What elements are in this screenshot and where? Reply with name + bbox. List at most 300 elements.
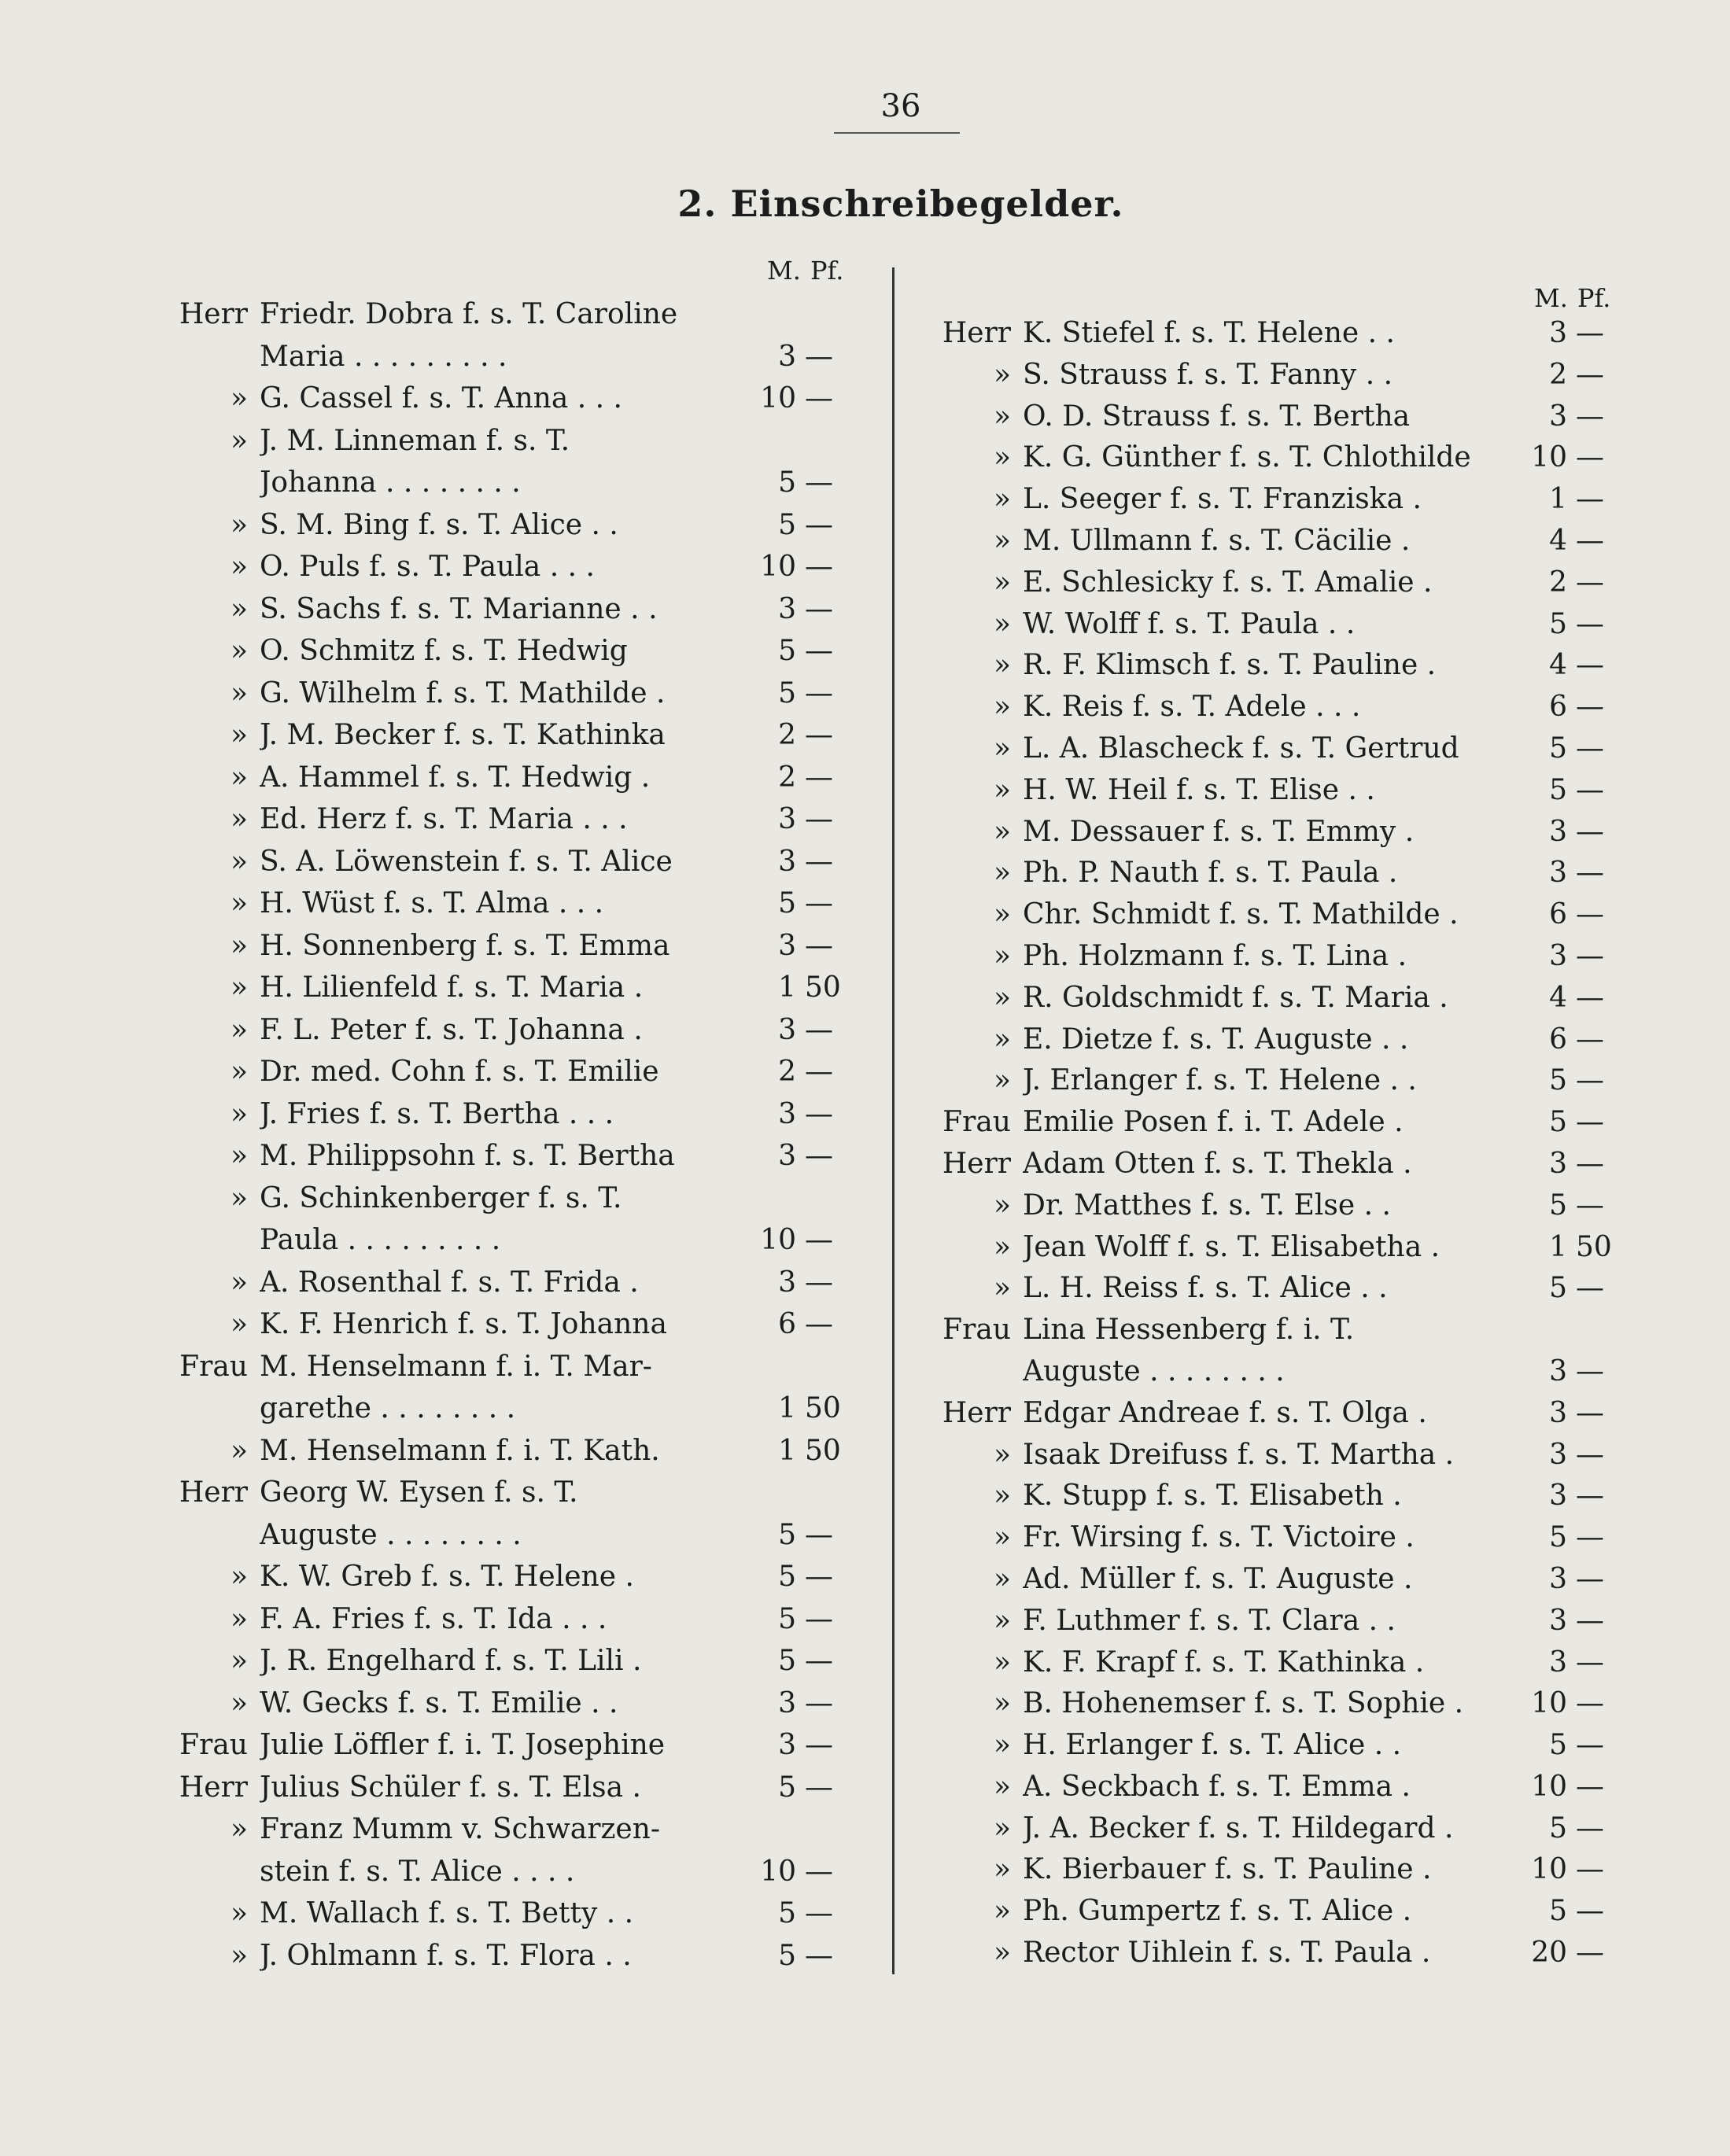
entry-name: Ph. P. Nauth f. s. T. Paula . <box>1023 857 1398 890</box>
entry-pfennig: — <box>805 340 833 373</box>
entry-marks: 10 <box>1531 1687 1567 1720</box>
entry-marks: 3 <box>778 803 796 835</box>
entry-prefix: » <box>230 1897 248 1929</box>
entry-marks: 3 <box>778 1729 796 1761</box>
list-item <box>153 588 861 631</box>
entry-marks: 5 <box>778 1897 796 1929</box>
entry-marks: 3 <box>778 845 796 878</box>
entry-pfennig: 50 <box>805 1392 841 1424</box>
list-item <box>924 1476 1632 1517</box>
entry-prefix: Frau <box>942 1314 1011 1347</box>
list-item <box>153 967 861 1009</box>
entry-name: K. Reis f. s. T. Adele . . . <box>1023 691 1361 724</box>
right-column-header <box>924 275 1632 313</box>
entry-prefix: » <box>230 1097 248 1130</box>
entry-prefix: » <box>993 773 1011 806</box>
entry-prefix: » <box>230 1181 248 1214</box>
entry-name: A. Rosenthal f. s. T. Frida . <box>260 1266 639 1299</box>
entry-marks: 5 <box>778 887 796 920</box>
entry-name: K. F. Henrich f. s. T. Johanna <box>260 1308 667 1340</box>
list-item <box>153 1135 861 1178</box>
list-item <box>153 293 861 336</box>
entry-name: H. Lilienfeld f. s. T. Maria . <box>260 971 644 1004</box>
entry-name: Rector Uihlein f. s. T. Paula . <box>1023 1937 1431 1970</box>
entry-name: Georg W. Eysen f. s. T. <box>260 1476 578 1509</box>
entry-marks: 5 <box>1549 1272 1567 1305</box>
entry-prefix: » <box>993 566 1011 599</box>
list-item <box>153 1178 861 1220</box>
list-item <box>924 978 1632 1019</box>
list-item <box>153 925 861 967</box>
entry-prefix: Frau <box>942 1106 1011 1139</box>
entry-name: M. Philippsohn f. s. T. Bertha <box>260 1140 675 1172</box>
entry-pfennig: — <box>1576 773 1604 806</box>
list-item <box>924 770 1632 812</box>
list-item <box>153 1219 861 1262</box>
entry-name: Ph. Gumpertz f. s. T. Alice . <box>1023 1895 1412 1928</box>
list-item <box>924 1767 1632 1808</box>
entry-pfennig: — <box>1576 898 1604 931</box>
entry-marks: 10 <box>1531 1770 1567 1803</box>
list-item <box>153 1303 861 1346</box>
entry-marks: 5 <box>778 466 796 499</box>
list-item <box>924 812 1632 853</box>
entry-prefix: » <box>230 845 248 878</box>
list-item <box>153 1935 861 1977</box>
list-item <box>153 1640 861 1682</box>
entry-name: R. Goldschmidt f. s. T. Maria . <box>1023 981 1448 1014</box>
entry-marks: 3 <box>1549 815 1567 848</box>
entry-name: Ad. Müller f. s. T. Auguste . <box>1023 1562 1413 1595</box>
entry-prefix: Herr <box>179 1771 248 1804</box>
entry-prefix: » <box>230 508 248 541</box>
list-item <box>924 687 1632 728</box>
entry-name: K. F. Krapf f. s. T. Kathinka . <box>1023 1646 1425 1679</box>
list-item <box>153 1051 861 1093</box>
entry-name: J. Erlanger f. s. T. Helene . . <box>1023 1064 1417 1097</box>
list-item <box>153 1262 861 1304</box>
entry-name: Friedr. Dobra f. s. T. Caroline <box>260 298 678 330</box>
entry-marks: 3 <box>1549 1480 1567 1513</box>
entry-pfennig: — <box>805 929 833 962</box>
marks-header: M. <box>1534 283 1568 313</box>
entry-name: W. Gecks f. s. T. Emilie . . <box>260 1686 618 1719</box>
entry-pfennig: — <box>805 466 833 499</box>
entry-marks: 5 <box>1549 1189 1567 1222</box>
entry-name: Maria . . . . . . . . . <box>260 340 507 373</box>
entry-marks: 5 <box>778 1645 796 1677</box>
entry-prefix: » <box>993 898 1011 931</box>
list-item <box>153 378 861 420</box>
entry-name: Emilie Posen f. i. T. Adele . <box>1023 1106 1404 1139</box>
entry-prefix: » <box>993 1687 1011 1720</box>
entry-pfennig: — <box>1576 1189 1604 1222</box>
entry-prefix: » <box>993 441 1011 474</box>
entry-name: M. Dessauer f. s. T. Emmy . <box>1023 815 1415 848</box>
entry-name: L. A. Blascheck f. s. T. Gertrud <box>1023 732 1459 765</box>
entry-name: K. Stiefel f. s. T. Helene . . <box>1023 317 1395 349</box>
entry-marks: 5 <box>778 1771 796 1804</box>
list-item <box>153 1767 861 1809</box>
entry-prefix: » <box>993 1272 1011 1305</box>
list-item <box>153 714 861 757</box>
list-item <box>153 504 861 547</box>
list-item <box>924 1891 1632 1933</box>
list-item <box>153 673 861 715</box>
list-item <box>924 396 1632 438</box>
entry-name: K. W. Greb f. s. T. Helene . <box>260 1561 634 1593</box>
entry-prefix: » <box>230 676 248 709</box>
entry-pfennig: — <box>1576 317 1604 349</box>
entry-pfennig: — <box>805 1266 833 1299</box>
list-item <box>153 1388 861 1430</box>
entry-prefix: Herr <box>179 298 248 330</box>
entry-pfennig: — <box>1576 524 1604 557</box>
entry-prefix: » <box>230 424 248 457</box>
entry-marks: 3 <box>778 1266 796 1299</box>
entry-name: J. Fries f. s. T. Bertha . . . <box>260 1097 614 1130</box>
list-item <box>153 462 861 504</box>
entry-name: W. Wolff f. s. T. Paula . . <box>1023 607 1356 640</box>
entry-prefix: » <box>993 939 1011 972</box>
list-item <box>924 1393 1632 1435</box>
list-item <box>924 1351 1632 1393</box>
entry-marks: 3 <box>778 1013 796 1046</box>
entry-pfennig: — <box>1576 1562 1604 1595</box>
section-title: 2. Einschreibegelder. <box>677 182 1124 225</box>
list-item <box>924 1019 1632 1061</box>
entry-prefix: » <box>230 971 248 1004</box>
entry-pfennig: — <box>1576 1521 1604 1554</box>
entry-marks: 2 <box>1549 566 1567 599</box>
entry-pfennig: — <box>805 382 833 415</box>
list-item <box>924 1642 1632 1684</box>
entry-pfennig: — <box>1576 939 1604 972</box>
entry-pfennig: — <box>1576 857 1604 890</box>
entry-pfennig: — <box>805 887 833 920</box>
entry-prefix: » <box>993 1562 1011 1595</box>
entry-marks: 1 <box>778 1392 796 1424</box>
entry-name: Lina Hessenberg f. i. T. <box>1023 1314 1355 1347</box>
entry-pfennig: — <box>805 1729 833 1761</box>
entry-marks: 3 <box>778 1140 796 1172</box>
entry-name: J. Ohlmann f. s. T. Flora . . <box>260 1939 632 1972</box>
page-number-ornament <box>834 132 960 134</box>
entry-pfennig: — <box>805 845 833 878</box>
entry-name: M. Henselmann f. i. T. Mar- <box>260 1350 652 1383</box>
entry-marks: 3 <box>1549 939 1567 972</box>
entry-marks: 6 <box>1549 898 1567 931</box>
entry-pfennig: — <box>1576 1937 1604 1970</box>
list-item <box>924 894 1632 936</box>
entry-prefix: » <box>993 1853 1011 1886</box>
list-item <box>924 1227 1632 1269</box>
entry-pfennig: — <box>805 1771 833 1804</box>
entry-prefix: » <box>993 732 1011 765</box>
entry-name: K. Bierbauer f. s. T. Pauline . <box>1023 1853 1432 1886</box>
entry-marks: 5 <box>778 635 796 667</box>
entry-pfennig: — <box>805 1518 833 1551</box>
entry-pfennig: — <box>805 1939 833 1972</box>
entry-prefix: » <box>993 1770 1011 1803</box>
entry-name: A. Seckbach f. s. T. Emma . <box>1023 1770 1411 1803</box>
entry-prefix: » <box>230 761 248 794</box>
entry-pfennig: — <box>1576 1354 1604 1388</box>
list-item <box>153 1514 861 1557</box>
entry-prefix: » <box>993 691 1011 724</box>
entry-marks: 3 <box>1549 1604 1567 1637</box>
entry-marks: 3 <box>1549 317 1567 349</box>
list-item <box>924 1933 1632 1974</box>
entry-name: Julie Löffler f. i. T. Josephine <box>260 1729 666 1761</box>
list-item <box>153 1892 861 1935</box>
entry-prefix: » <box>230 1308 248 1340</box>
entry-marks: 2 <box>778 1056 796 1088</box>
entry-name: A. Hammel f. s. T. Hedwig . <box>260 761 651 794</box>
entry-prefix: » <box>993 524 1011 557</box>
entry-pfennig: — <box>1576 1646 1604 1679</box>
list-item <box>153 1724 861 1767</box>
entry-pfennig: — <box>805 1897 833 1929</box>
left-column-header <box>153 256 861 293</box>
entry-name: E. Schlesicky f. s. T. Amalie . <box>1023 566 1433 599</box>
entry-name: Auguste . . . . . . . . <box>1023 1354 1285 1388</box>
entry-name: Adam Otten f. s. T. Thekla . <box>1023 1147 1412 1180</box>
entry-name: K. G. Günther f. s. T. Chlothilde <box>1023 441 1471 474</box>
entry-name: Isaak Dreifuss f. s. T. Martha . <box>1023 1438 1455 1471</box>
entry-marks: 10 <box>760 382 796 415</box>
entry-prefix: » <box>993 815 1011 848</box>
entry-name: H. W. Heil f. s. T. Elise . . <box>1023 773 1375 806</box>
entry-pfennig: — <box>1576 649 1604 682</box>
right-entries <box>924 313 1632 1974</box>
entry-name: Auguste . . . . . . . . <box>260 1518 522 1551</box>
entry-name: H. Erlanger f. s. T. Alice . . <box>1023 1729 1402 1762</box>
entry-prefix: Frau <box>179 1350 248 1383</box>
entry-name: O. D. Strauss f. s. T. Bertha <box>1023 400 1411 433</box>
entry-name: S. Sachs f. s. T. Marianne . . <box>260 592 658 625</box>
entry-name: Ph. Holzmann f. s. T. Lina . <box>1023 939 1407 972</box>
entry-marks: 5 <box>778 1561 796 1593</box>
list-item <box>153 798 861 841</box>
entry-name: Jean Wolff f. s. T. Elisabetha . <box>1023 1230 1440 1263</box>
entry-marks: 10 <box>1531 1853 1567 1886</box>
list-item <box>153 1682 861 1725</box>
list-item <box>153 1346 861 1388</box>
entry-marks: 10 <box>1531 441 1567 474</box>
entry-pfennig: — <box>805 1602 833 1635</box>
entry-marks: 3 <box>1549 1562 1567 1595</box>
entry-prefix: » <box>993 1895 1011 1928</box>
entry-name: Julius Schüler f. s. T. Elsa . <box>260 1771 641 1804</box>
entry-pfennig: — <box>1576 981 1604 1014</box>
list-item <box>924 1725 1632 1767</box>
entry-marks: 1 <box>778 971 796 1004</box>
list-item <box>153 1598 861 1641</box>
entry-pfennig: — <box>1576 1064 1604 1097</box>
entry-name: S. A. Löwenstein f. s. T. Alice <box>260 845 673 878</box>
entry-name: J. M. Becker f. s. T. Kathinka <box>260 719 666 751</box>
left-column <box>153 256 861 1977</box>
entry-marks: 6 <box>1549 691 1567 724</box>
entry-marks: 2 <box>778 761 796 794</box>
entry-pfennig: — <box>805 592 833 625</box>
entry-prefix: » <box>993 1189 1011 1222</box>
entry-name: R. F. Klimsch f. s. T. Pauline . <box>1023 649 1437 682</box>
entry-marks: 3 <box>778 340 796 373</box>
entry-prefix: » <box>230 592 248 625</box>
entry-prefix: » <box>230 1140 248 1172</box>
entry-name: J. R. Engelhard f. s. T. Lili . <box>260 1645 642 1677</box>
list-item <box>153 1093 861 1136</box>
entry-name: Edgar Andreae f. s. T. Olga . <box>1023 1396 1427 1429</box>
list-item <box>924 355 1632 396</box>
entry-name: garethe . . . . . . . . <box>260 1392 516 1424</box>
entry-marks: 10 <box>760 1224 796 1256</box>
entry-prefix: » <box>230 1813 248 1845</box>
entry-marks: 6 <box>1549 1023 1567 1056</box>
entry-pfennig: — <box>1576 691 1604 724</box>
entry-pfennig: — <box>1576 1770 1604 1803</box>
entry-marks: 4 <box>1549 981 1567 1014</box>
entry-name: O. Puls f. s. T. Paula . . . <box>260 551 595 583</box>
entry-name: Johanna . . . . . . . . <box>260 466 521 499</box>
entry-pfennig: — <box>1576 1396 1604 1429</box>
entry-marks: 5 <box>778 676 796 709</box>
entry-name: B. Hohenemser f. s. T. Sophie . <box>1023 1687 1464 1720</box>
list-item <box>924 1060 1632 1102</box>
entry-pfennig: — <box>1576 1480 1604 1513</box>
entry-marks: 4 <box>1549 524 1567 557</box>
entry-prefix: Herr <box>179 1476 248 1509</box>
entry-name: O. Schmitz f. s. T. Hedwig <box>260 635 628 667</box>
entry-marks: 3 <box>778 1686 796 1719</box>
entry-name: F. L. Peter f. s. T. Johanna . <box>260 1013 643 1046</box>
entry-pfennig: — <box>805 1308 833 1340</box>
entry-name: Dr. Matthes f. s. T. Else . . <box>1023 1189 1391 1222</box>
list-item <box>924 604 1632 646</box>
entry-prefix: » <box>993 1023 1011 1056</box>
entry-name: M. Wallach f. s. T. Betty . . <box>260 1897 634 1929</box>
entry-pfennig: — <box>805 1097 833 1130</box>
entry-name: H. Wüst f. s. T. Alma . . . <box>260 887 604 920</box>
entry-marks: 10 <box>760 551 796 583</box>
entry-prefix: » <box>993 1937 1011 1970</box>
entry-prefix: » <box>230 887 248 920</box>
list-item <box>153 336 861 378</box>
entry-marks: 5 <box>1549 607 1567 640</box>
entry-pfennig: — <box>805 803 833 835</box>
entry-marks: 3 <box>1549 857 1567 890</box>
pfennig-header: Pf. <box>810 256 844 286</box>
entry-marks: 6 <box>778 1308 796 1340</box>
entry-name: Franz Mumm v. Schwarzen- <box>260 1813 661 1845</box>
entry-marks: 1 <box>778 1434 796 1467</box>
entry-prefix: » <box>993 857 1011 890</box>
entry-pfennig: — <box>1576 1106 1604 1139</box>
entry-pfennig: — <box>1576 732 1604 765</box>
entry-prefix: » <box>230 382 248 415</box>
entry-prefix: » <box>993 1646 1011 1679</box>
entry-pfennig: — <box>1576 400 1604 433</box>
list-item <box>924 1849 1632 1891</box>
list-item <box>153 883 861 925</box>
entry-name: L. Seeger f. s. T. Franziska . <box>1023 483 1422 516</box>
entry-name: E. Dietze f. s. T. Auguste . . <box>1023 1023 1409 1056</box>
entry-prefix: » <box>230 1686 248 1719</box>
entry-pfennig: — <box>1576 441 1604 474</box>
entry-pfennig: — <box>805 635 833 667</box>
entry-pfennig: — <box>805 1056 833 1088</box>
entry-marks: 1 <box>1549 483 1567 516</box>
entry-name: J. M. Linneman f. s. T. <box>260 424 570 457</box>
entry-prefix: » <box>230 1939 248 1972</box>
entry-marks: 20 <box>1531 1937 1567 1970</box>
entry-marks: 3 <box>1549 400 1567 433</box>
entry-prefix: » <box>230 1645 248 1677</box>
entry-pfennig: — <box>1576 1729 1604 1762</box>
entry-marks: 5 <box>1549 773 1567 806</box>
entry-prefix: » <box>230 1013 248 1046</box>
entry-pfennig: 50 <box>805 971 841 1004</box>
page-number: 36 <box>880 88 921 124</box>
entry-prefix: » <box>230 1602 248 1635</box>
marks-header: M. <box>767 256 801 286</box>
entry-pfennig: — <box>805 1686 833 1719</box>
entry-name: stein f. s. T. Alice . . . . <box>260 1855 575 1888</box>
entry-pfennig: — <box>1576 1438 1604 1471</box>
entry-marks: 2 <box>778 719 796 751</box>
entry-marks: 5 <box>1549 1064 1567 1097</box>
list-item <box>924 936 1632 978</box>
entry-marks: 3 <box>1549 1396 1567 1429</box>
entry-marks: 1 <box>1549 1230 1567 1263</box>
list-item <box>924 1808 1632 1850</box>
entry-prefix: » <box>993 1811 1011 1845</box>
entry-marks: 5 <box>1549 732 1567 765</box>
entry-prefix: » <box>993 1230 1011 1263</box>
entry-marks: 3 <box>1549 1438 1567 1471</box>
entry-pfennig: — <box>805 761 833 794</box>
entry-marks: 5 <box>1549 1106 1567 1139</box>
entry-pfennig: — <box>1576 1853 1604 1886</box>
list-item <box>153 1472 861 1514</box>
entry-prefix: » <box>993 483 1011 516</box>
entry-prefix: » <box>993 1064 1011 1097</box>
entry-prefix: Herr <box>942 1147 1011 1180</box>
entry-name: G. Schinkenberger f. s. T. <box>260 1181 622 1214</box>
entry-marks: 5 <box>1549 1895 1567 1928</box>
entry-pfennig: — <box>805 1855 833 1888</box>
entry-prefix: » <box>993 1438 1011 1471</box>
entry-prefix: Herr <box>942 317 1011 349</box>
entry-name: L. H. Reiss f. s. T. Alice . . <box>1023 1272 1388 1305</box>
entry-marks: 5 <box>778 508 796 541</box>
entry-marks: 3 <box>778 1097 796 1130</box>
entry-name: Ed. Herz f. s. T. Maria . . . <box>260 803 628 835</box>
entry-pfennig: — <box>1576 1687 1604 1720</box>
entry-name: M. Henselmann f. i. T. Kath. <box>260 1434 660 1467</box>
list-item <box>924 521 1632 562</box>
entry-pfennig: — <box>805 1013 833 1046</box>
entry-pfennig: — <box>805 1140 833 1172</box>
entry-prefix: » <box>993 1480 1011 1513</box>
entry-marks: 3 <box>1549 1147 1567 1180</box>
entry-pfennig: — <box>1576 566 1604 599</box>
list-item <box>924 1435 1632 1476</box>
entry-prefix: » <box>230 1561 248 1593</box>
entry-marks: 2 <box>1549 358 1567 391</box>
